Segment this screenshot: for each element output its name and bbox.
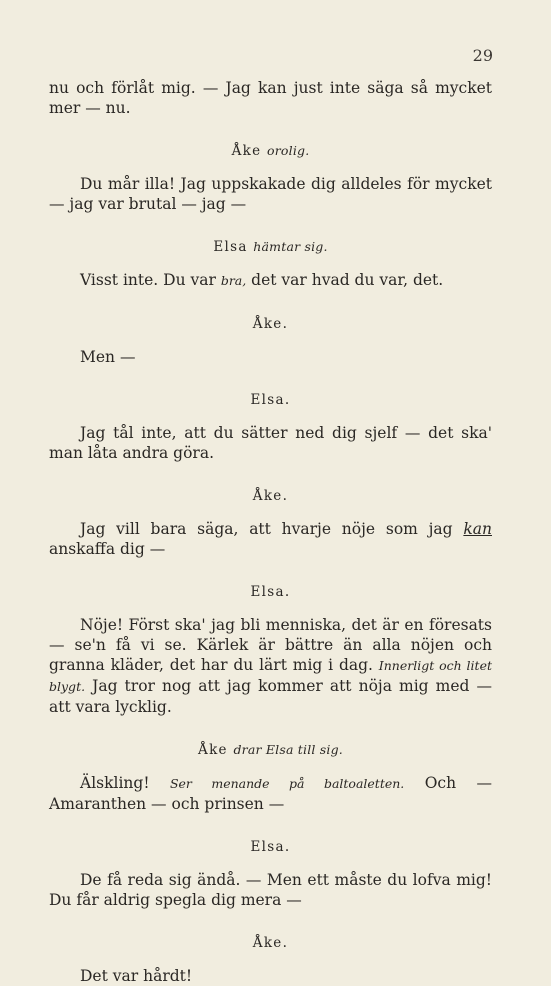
dialogue-text: Jag tror nog att jag kommer att nöja mig med — att vara lycklig. [49, 677, 492, 716]
emphasis-text: kan [463, 520, 492, 538]
spacer [49, 161, 492, 174]
spacer [49, 717, 492, 740]
dialogue-text: nu och förlåt mig. — Jag kan just inte säga så mycket mer — nu. [49, 79, 492, 117]
speaker-name: Åke [231, 143, 262, 159]
dialogue-paragraph [49, 966, 492, 986]
stage-direction-inline: Ser menande på baltoaletten. [169, 776, 405, 791]
speaker-heading [49, 582, 492, 602]
dialogue-paragraph [49, 174, 492, 214]
spacer [49, 334, 492, 347]
speaker-heading [49, 837, 492, 857]
dialogue-text: De få reda sig ändå. — Men ett måste du lofva mig! Du får aldrig spegla dig mera — [49, 871, 492, 909]
dialogue-text: Det var hårdt! [80, 967, 193, 985]
speaker-name: Elsa. [250, 584, 291, 600]
stage-direction: orolig. [267, 143, 310, 158]
speaker-heading [49, 933, 492, 953]
speaker-name: Elsa. [250, 392, 291, 408]
dialogue-text: Älskling! [80, 774, 170, 792]
dialogue-paragraph [49, 423, 492, 463]
dialogue-paragraph [49, 870, 492, 910]
speaker-name: Åke. [252, 488, 289, 504]
dialogue-paragraph [49, 78, 492, 118]
spacer [49, 814, 492, 837]
spacer [49, 602, 492, 615]
speaker-name: Elsa. [250, 839, 291, 855]
speaker-name: Elsa [213, 239, 248, 255]
speaker-heading [49, 141, 492, 161]
spacer [49, 910, 492, 933]
speaker-heading [49, 390, 492, 410]
spacer [49, 410, 492, 423]
spacer [49, 463, 492, 486]
spacer [49, 367, 492, 390]
dialogue-text: Jag tål inte, att du sätter ned dig sjelf — det ska' man låta andra göra. [49, 424, 492, 462]
spacer [49, 857, 492, 870]
spacer [49, 953, 492, 966]
dialogue-paragraph [49, 773, 492, 814]
speaker-heading [49, 486, 492, 506]
dialogue-paragraph [49, 347, 492, 367]
dialogue-text: Visst inte. Du var [80, 271, 221, 289]
dialogue-paragraph [49, 270, 492, 291]
dialogue-paragraph [49, 519, 492, 559]
speaker-heading [49, 237, 492, 257]
speaker-name: Åke [198, 742, 228, 758]
dialogue-paragraph [49, 615, 492, 717]
dialogue-text: Jag vill bara säga, att hvarje nöje som jag [80, 520, 464, 538]
stage-direction: hämtar sig. [253, 239, 328, 254]
page-text [49, 78, 492, 986]
dialogue-text: Du mår illa! Jag uppskakade dig alldeles för mycket — jag var brutal — jag — [49, 175, 492, 213]
speaker-heading [49, 740, 492, 760]
spacer [49, 559, 492, 582]
stage-direction-inline: bra, [220, 273, 247, 288]
spacer [49, 118, 492, 141]
stage-direction: drar Elsa till sig. [233, 742, 343, 757]
speaker-name: Åke. [252, 316, 289, 332]
dialogue-text: det var hvad du var, det. [246, 271, 444, 289]
spacer [49, 214, 492, 237]
dialogue-text: Men — [80, 348, 136, 366]
speaker-name: Åke. [252, 935, 289, 951]
dialogue-text: anskaffa dig — [49, 540, 166, 558]
spacer [49, 257, 492, 270]
spacer [49, 506, 492, 519]
page-number: 29 [472, 46, 493, 65]
spacer [49, 760, 492, 773]
stage-direction-inline: Innerligt och litet blygt. [49, 658, 492, 694]
dialogue-text: Och — Amaranthen — och prinsen — [49, 774, 492, 813]
dialogue-text: Nöje! Först ska' jag bli menniska, det är en föresats — se'n få vi se. Kärlek är bättre än alla nöjen och granna kläder, det har du lärt mig i dag. [49, 616, 492, 674]
speaker-heading [49, 314, 492, 334]
spacer [49, 291, 492, 314]
